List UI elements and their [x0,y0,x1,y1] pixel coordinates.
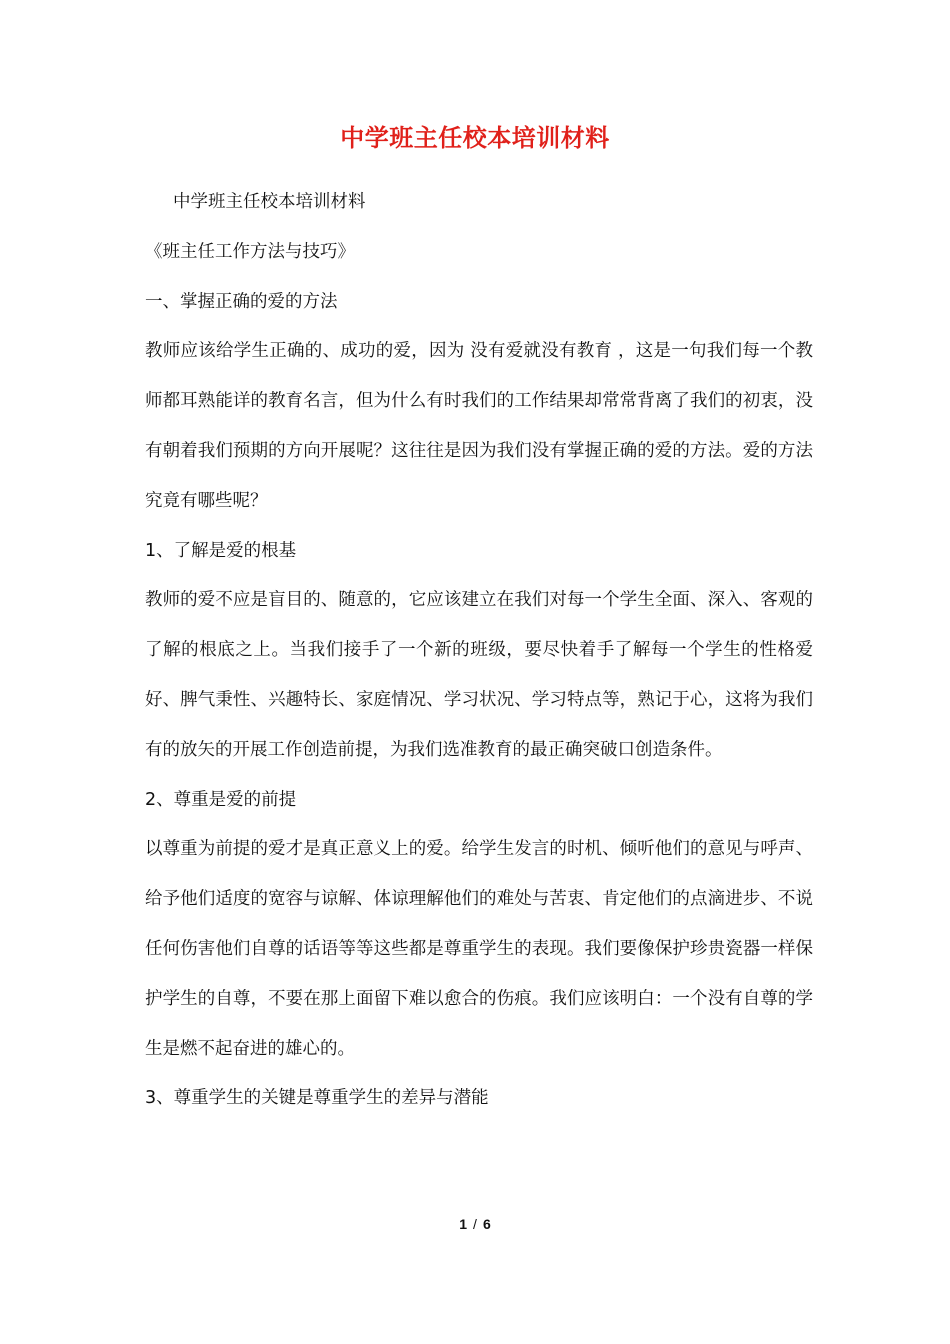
body-paragraph: 教师应该给学生正确的、成功的爱，因为 没有爱就没有教育 ，这是一句我们每一个教师都耳熟能详的教育名言，但为什么有时我们的工作结果却常常背离了我们的初衷，没有朝着我们预期的方向开展呢？这往往是因为我们没有掌握正确的爱的方法。爱的方法究竟有哪些呢？ [145,341,813,511]
total-pages: 6 [482,1216,491,1232]
page-separator: / [473,1216,477,1232]
body-paragraph: 以尊重为前提的爱才是真正意义上的爱。给学生发言的时机、倾听他们的意见与呼声、给予他们适度的宽容与谅解、体谅理解他们的难处与苦衷、肯定他们的点滴进步、不说任何伤害他们自尊的话语等等这些都是尊重学生的表现。我们要像保护珍贵瓷器一样保护学生的自尊，不要在那上面留下难以愈合的伤痕。我们应该明白：一个没有自尊的学生是燃不起奋进的雄心的。 [145,839,813,1059]
body-paragraph: 教师的爱不应是盲目的、随意的，它应该建立在我们对每一个学生全面、深入、客观的了解的根底之上。当我们接手了一个新的班级，要尽快着手了解每一个学生的性格爱好、脾气秉性、兴趣特长、家庭情况、学习状况、学习特点等，熟记于心，这将为我们有的放矢的开展工作创造前提，为我们选准教育的最正确突破口创造条件。 [145,590,813,760]
document-title: 中学班主任校本培训材料 [340,123,610,152]
current-page: 1 [459,1216,468,1232]
page-number [0,1212,950,1236]
subtitle-paragraph: 中学班主任校本培训材料 [173,192,366,212]
subsection-heading: 1、了解是爱的根基 [145,540,297,561]
document-body [145,178,813,1124]
section-heading: 一、掌握正确的爱的方法 [145,291,338,312]
subsection-heading: 3、尊重学生的关键是尊重学生的差异与潜能 [145,1088,489,1109]
book-title-paragraph: 《班主任工作方法与技巧》 [145,241,355,262]
subsection-heading: 2、尊重是爱的前提 [145,789,297,810]
